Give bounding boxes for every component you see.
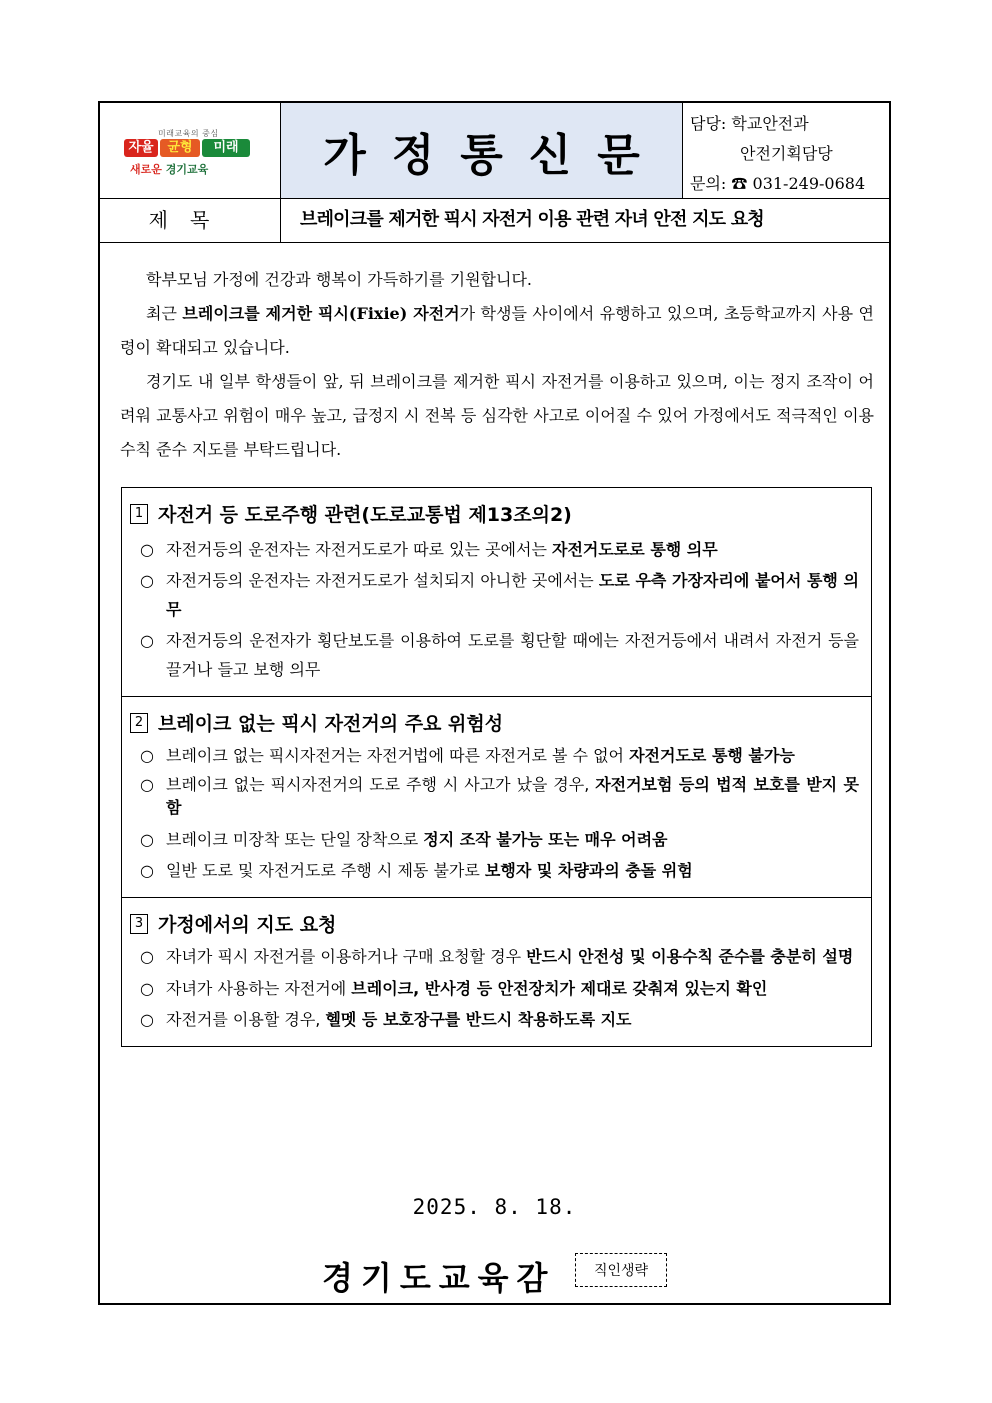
item-text: 자전거등의 운전자가 횡단보도를 이용하여 도로를 횡단할 때에는 자전거등에서 내려서 자전거 등을 끌거나 들고 보행 의무 bbox=[166, 631, 859, 679]
item-text: 자녀가 사용하는 자전거에 bbox=[166, 979, 352, 998]
section-3 bbox=[122, 898, 871, 1046]
subject-label: 제목 bbox=[100, 198, 281, 242]
item-text: 브레이크 없는 픽시자전거는 자전거법에 따른 자전거로 볼 수 없어 bbox=[166, 746, 630, 765]
circle-bullet-icon: ○ bbox=[140, 830, 154, 849]
circle-bullet-icon: ○ bbox=[140, 571, 154, 590]
circle-bullet-icon: ○ bbox=[140, 540, 154, 559]
section-number: 3 bbox=[130, 914, 148, 934]
signer: 경기도교육감 bbox=[322, 1259, 556, 1297]
list-item bbox=[130, 974, 859, 1003]
notice-frame bbox=[98, 101, 891, 1305]
list-item bbox=[130, 1005, 859, 1034]
dept-label: 담당: bbox=[690, 114, 727, 133]
dept: 학교안전과 bbox=[731, 114, 809, 133]
logo-brand-a: 새로운 bbox=[130, 163, 162, 176]
item-text: 자전거를 이용할 경우, bbox=[166, 1010, 326, 1029]
item-bold: 자전거보험 등의 법적 보호를 받지 못함 bbox=[166, 775, 859, 817]
item-bold: 반드시 안전성 및 이용수칙 준수를 충분히 설명 bbox=[526, 947, 854, 966]
list-item bbox=[130, 535, 859, 564]
list-item bbox=[130, 773, 859, 819]
item-bold: 자전거도로로 통행 의무 bbox=[552, 540, 718, 559]
item-bold: 도로 우측 가장자리에 붙어서 통행 의무 bbox=[166, 571, 860, 619]
intro-paragraph-2 bbox=[120, 297, 874, 365]
logo-brand-b: 경기교육 bbox=[165, 163, 209, 176]
phone-icon: ☎ bbox=[731, 174, 748, 193]
item-bold: 자전거도로 통행 불가능 bbox=[629, 746, 795, 765]
phone-number: 031-249-0684 bbox=[752, 174, 866, 193]
logo-word-1: 자율 bbox=[124, 139, 158, 157]
item-text: 자녀가 픽시 자전거를 이용하거나 구매 요청할 경우 bbox=[166, 947, 527, 966]
item-bold: 보행자 및 차량과의 충돌 위험 bbox=[484, 861, 693, 880]
sections-box bbox=[121, 487, 872, 1047]
subject-text: 브레이크를 제거한 픽시 자전거 이용 관련 자녀 안전 지도 요청 bbox=[300, 209, 764, 230]
item-bold: 브레이크, 반사경 등 안전장치가 제대로 갖춰져 있는지 확인 bbox=[351, 979, 768, 998]
item-text: 브레이크 미장착 또는 단일 장착으로 bbox=[166, 830, 424, 849]
item-text: 자전거등의 운전자는 자전거도로가 따로 있는 곳에서는 bbox=[166, 540, 553, 559]
intro-paragraph-1: 학부모님 가정에 건강과 행복이 가득하기를 기원합니다. bbox=[146, 270, 533, 289]
intro-paragraph-3: 경기도 내 일부 학생들이 앞, 뒤 브레이크를 제거한 픽시 자전거를 이용하고 있으며, 이는 정지 조작이 어려워 교통사고 위험이 매우 높고, 급정지 시 전복 등 심각한 사고로 이어질 수 있어 가정에서도 적극적인 이용수칙 준수 지도를 부탁드립니다. bbox=[120, 372, 874, 459]
circle-bullet-icon: ○ bbox=[140, 775, 154, 794]
list-item bbox=[130, 825, 859, 854]
section-number: 2 bbox=[130, 713, 148, 733]
intro-text: 가 학생들 사이에서 유행하고 있으며, 초등학교까지 사용 연령이 확대되고 있습니다. bbox=[120, 304, 875, 357]
logo-brand bbox=[130, 161, 208, 177]
section-1 bbox=[122, 488, 871, 697]
item-bold: 헬멧 등 보호장구를 반드시 착용하도록 지도 bbox=[325, 1010, 632, 1029]
section-2 bbox=[122, 697, 871, 898]
issue-date: 2025. 8. 18. bbox=[412, 1195, 577, 1219]
intro-bold: 브레이크를 제거한 픽시(Fixie) 자전거 bbox=[182, 304, 460, 323]
list-item bbox=[130, 856, 859, 885]
list-item bbox=[130, 566, 859, 624]
circle-bullet-icon: ○ bbox=[140, 947, 154, 966]
subject-row bbox=[100, 198, 889, 243]
team: 안전기획담당 bbox=[740, 144, 833, 163]
phone-label: 문의: bbox=[690, 174, 727, 193]
section-title: 자전거 등 도로주행 관련(도로교통법 제13조의2) bbox=[158, 504, 572, 526]
list-item bbox=[130, 626, 859, 684]
title-cell bbox=[281, 103, 683, 198]
intro bbox=[120, 263, 874, 467]
list-item bbox=[130, 744, 859, 767]
section-title: 가정에서의 지도 요청 bbox=[158, 914, 337, 936]
circle-bullet-icon: ○ bbox=[140, 746, 154, 765]
item-bold: 정지 조작 불가능 또는 매우 어려움 bbox=[423, 830, 668, 849]
contact-info bbox=[690, 109, 865, 199]
list-item bbox=[130, 945, 859, 968]
item-text: 브레이크 없는 픽시자전거의 도로 주행 시 사고가 났을 경우, bbox=[166, 775, 596, 794]
logo bbox=[100, 103, 281, 198]
circle-bullet-icon: ○ bbox=[140, 861, 154, 880]
logo-tagline: 미래교육의 중심 bbox=[158, 129, 219, 138]
section-title: 브레이크 없는 픽시 자전거의 주요 위험성 bbox=[158, 713, 504, 735]
circle-bullet-icon: ○ bbox=[140, 979, 154, 998]
circle-bullet-icon: ○ bbox=[140, 1010, 154, 1029]
item-text: 일반 도로 및 자전거도로 주행 시 제동 불가로 bbox=[166, 861, 485, 880]
logo-word-3: 미래 bbox=[202, 139, 250, 157]
section-number: 1 bbox=[130, 504, 148, 524]
intro-text: 최근 bbox=[146, 304, 183, 323]
stamp-omitted: 직인생략 bbox=[575, 1253, 667, 1287]
item-text: 자전거등의 운전자는 자전거도로가 설치되지 아니한 곳에서는 bbox=[166, 571, 599, 590]
circle-bullet-icon: ○ bbox=[140, 631, 154, 650]
logo-word-2: 균형 bbox=[160, 139, 200, 157]
header bbox=[100, 103, 889, 199]
page-title: 가정통신문 bbox=[323, 129, 666, 181]
